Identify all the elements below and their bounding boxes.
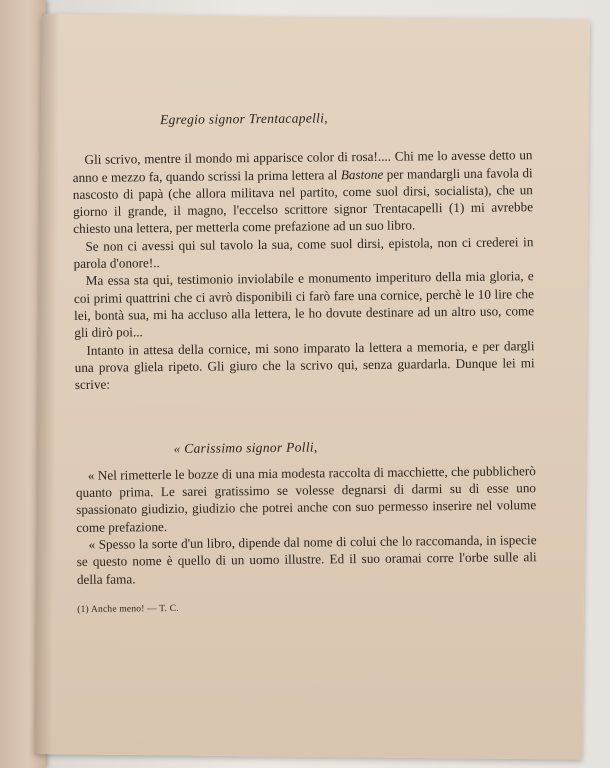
section-gap <box>75 389 535 442</box>
paragraph-3: Ma essa sta qui, testimonio inviolabile e monumento imperituro della mia gloria, e coi primi quattrini che ci avrò disponibili ci farò fare una cornice, perchè le 10 lire che lei, bontà sua, mi ha accluso alla lettera, le ho dovute destinare ad un altro uso, come gli dirò poi... <box>73 268 535 341</box>
paragraph-1 <box>72 146 533 237</box>
paragraph-2: Se non ci avessi qui sul tavolo la sua, come suol dirsi, epistola, non ci crederei in parola d'onore!.. <box>73 233 534 272</box>
paragraph-1-part-a: Gli scrivo, mentre il mondo mi apparisce color di rosa!.... Chi me lo avesse detto un anno e mezzo fa, quando scrissi la prima lettera al <box>72 147 533 185</box>
quoted-paragraph-2: « Spesso la sorte d'un libro, dipende dal nome di colui che lo raccomanda, in ispecie se questo nome è quello di un uomo illustre. Ed il suo oramai corre l'orbe sulle ali della fama. <box>76 532 537 587</box>
letter-salutation: Egregio signor Trentacapelli, <box>160 110 328 128</box>
paragraph-1-part-b: per mandargli una favola di nascosto di papà (che allora militava nel partito, come suol dirsi, socialista), che un giorno il grande, il magno, l'eccelso scrittore signor Trentacapelli (1) mi avrebbe chiesto una lettera, per metterla come prefazione ad un suo libro. <box>72 164 534 237</box>
paragraph-4: Intanto in attesa della cornice, mi sono imparato la lettera a memoria, e per dargli una prova gliela ripeto. Gli giuro che la scrivo qui, senza guardarla. Dunque lei mi scrive: <box>74 337 535 393</box>
footnote: (1) Anche meno! — T. C. <box>77 603 179 615</box>
quoted-paragraph-1: « Nel rimetterle le bozze di una mia modesta raccolta di macchiette, che pubblicherò quanto prima. Le sarei gratissimo se volesse degnarsi di darmi su di esse uno spassionato giudizio, giudizio che potrei anche con suo permesso inserire nel volume come prefazione. <box>75 462 537 535</box>
quoted-salutation: « Carissimo signor Polli, <box>173 439 318 457</box>
page-text <box>72 107 537 628</box>
bastone-title: Bastone <box>340 166 384 182</box>
